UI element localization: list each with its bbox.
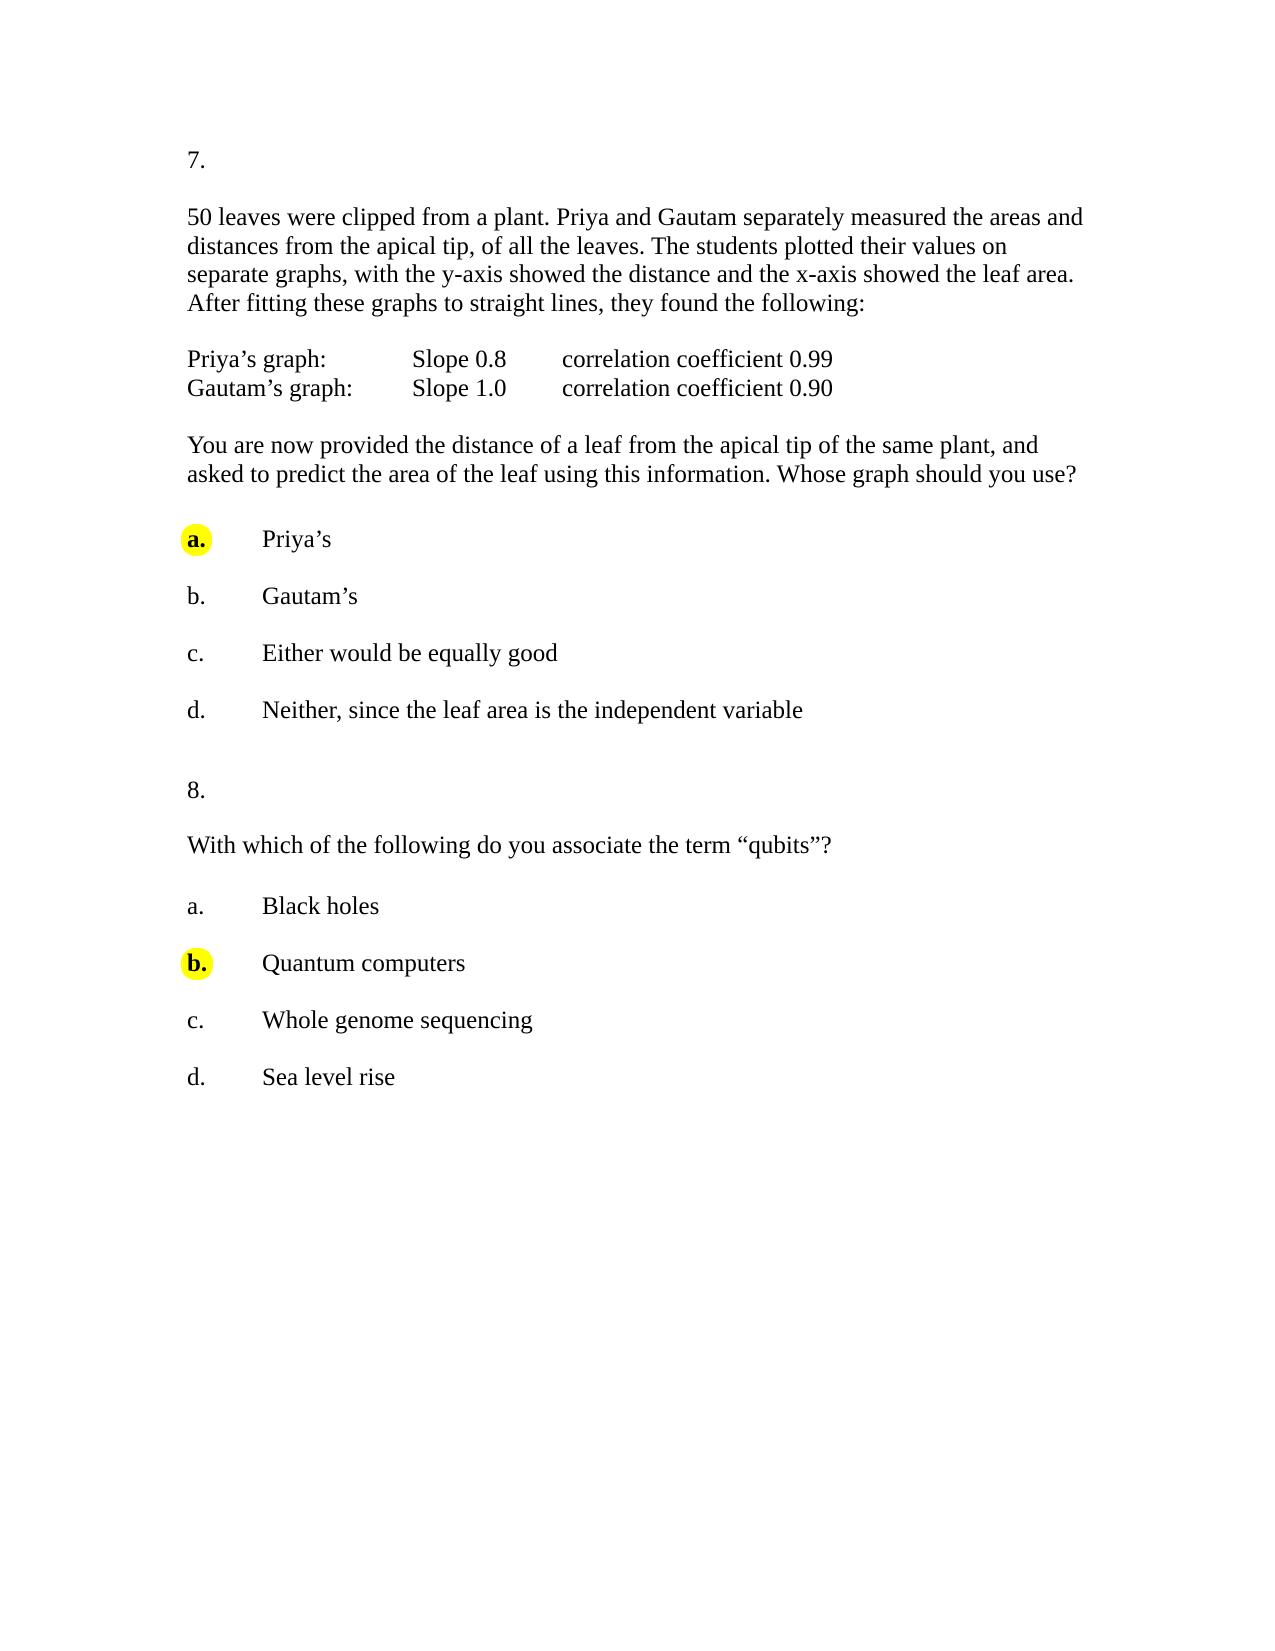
graph-slope: Slope 0.8	[412, 346, 507, 373]
option-letter: b.	[187, 583, 206, 610]
question-7-stem-line: After fitting these graphs to straight lines, they found the following:	[187, 289, 866, 317]
question-7-option-c	[187, 638, 1087, 670]
option-letter: b.	[181, 948, 213, 980]
option-text: Gautam’s	[262, 583, 358, 610]
question-7-prompt-line: You are now provided the distance of a leaf from the apical tip of the same plant, and	[187, 432, 1039, 459]
question-7-stem-line: distances from the apical tip, of all the leaves. The students plotted their values on	[187, 232, 1008, 260]
question-7-stem-line: separate graphs, with the y-axis showed the distance and the x-axis showed the leaf area.	[187, 261, 1075, 288]
question-8-number: 8.	[187, 777, 206, 804]
option-text: Either would be equally good	[262, 640, 558, 667]
question-8-option-c	[187, 1005, 1087, 1037]
option-text: Priya’s	[262, 526, 332, 553]
graph-label: Gautam’s graph:	[187, 375, 353, 402]
option-letter: c.	[187, 1007, 205, 1034]
graph-slope: Slope 1.0	[412, 375, 507, 402]
question-8-option-b	[187, 948, 1087, 980]
question-7-option-a	[187, 524, 1087, 556]
option-text: Quantum computers	[262, 950, 466, 977]
option-text: Whole genome sequencing	[262, 1007, 533, 1034]
question-7-prompt-line: asked to predict the area of the leaf using this information. Whose graph should you use?	[187, 460, 1077, 488]
option-letter: c.	[187, 640, 205, 667]
option-letter: a.	[187, 893, 205, 920]
question-7-prompt	[187, 432, 1087, 489]
graph-correlation: correlation coefficient 0.99	[562, 346, 833, 373]
option-letter: a.	[181, 524, 212, 556]
option-text: Sea level rise	[262, 1064, 396, 1091]
question-7-stem	[187, 204, 1087, 318]
option-text: Neither, since the leaf area is the independent variable	[262, 697, 804, 724]
graph-label: Priya’s graph:	[187, 346, 327, 373]
option-text: Black holes	[262, 893, 380, 920]
question-7-number: 7.	[187, 147, 206, 174]
option-letter: d.	[187, 1064, 206, 1091]
question-8-option-a	[187, 891, 1087, 923]
question-7-option-b	[187, 581, 1087, 613]
question-8-stem-line: With which of the following do you associate the term “qubits”?	[187, 832, 832, 859]
question-7-option-d	[187, 695, 1087, 727]
question-8-stem	[187, 832, 1087, 861]
question-8-option-d	[187, 1062, 1087, 1094]
option-letter: d.	[187, 697, 206, 724]
question-7-stem-line: 50 leaves were clipped from a plant. Priya and Gautam separately measured the areas and	[187, 204, 1084, 231]
graph-correlation: correlation coefficient 0.90	[562, 375, 833, 402]
